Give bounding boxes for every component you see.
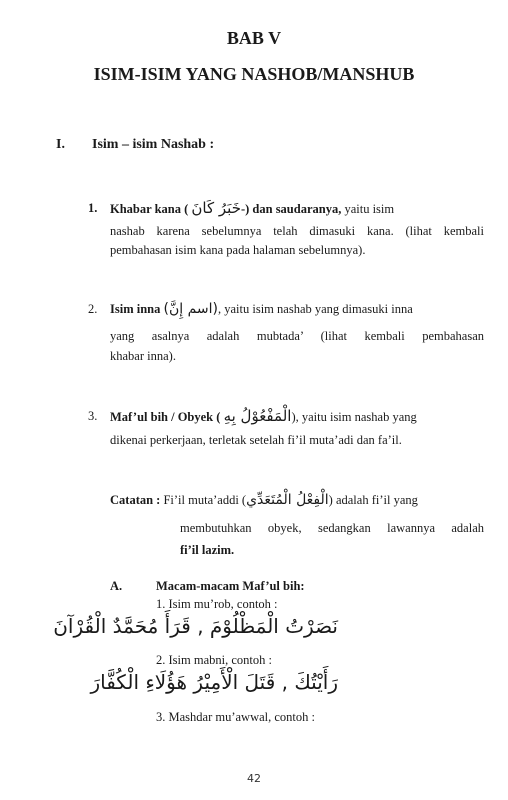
item3-term: Maf’ul bih / Obyek ( [110, 410, 221, 424]
item2-number: 2. [88, 302, 98, 316]
item3-line1 [110, 406, 484, 427]
chapter-label: BAB V [226, 28, 282, 48]
subsection-title: Macam-macam Maf’ul bih: [156, 579, 305, 593]
page-number: 42 [247, 772, 261, 785]
item2-term: Isim inna [110, 302, 161, 316]
item2-line2: yang asalnya adalah mubtada’ (lihat kembali pembahasan [110, 329, 484, 343]
catatan-before: Fi’il muta’addi ( [163, 493, 247, 507]
subsection-letter: A. [110, 579, 123, 593]
catatan-arabic: الْفِعْلُ الْمُتَعَدِّي [246, 492, 329, 508]
item3-arabic: الْمَفْعُوْلُ بِهِ [223, 407, 292, 425]
item1-number: 1. [88, 201, 98, 215]
item2-arabic: (اسم إِنَّ) [163, 301, 218, 317]
section-title: Isim – isim Nashab : [92, 137, 215, 152]
example-3-label: 3. Mashdar mu’awwal, contoh : [156, 710, 315, 724]
item2-line1 [110, 299, 484, 319]
item3-line2: dikenai perkerjaan, terletak setelah fi’il muta’adi dan fa’il. [110, 433, 402, 447]
chapter-title: ISIM-ISIM YANG NASHOB/MANSHUB [93, 64, 415, 84]
item1-line3: pembahasan isim kana pada halaman sebelumnya). [110, 243, 366, 257]
catatan-after: ) adalah fi’il yang [328, 493, 418, 507]
item1-line1 [110, 198, 484, 219]
catatan-line2: membutuhkan obyek, sedangkan lawannya adalah [180, 521, 484, 535]
example-2-label: 2. Isim mabni, contoh : [156, 653, 272, 667]
example-1-arabic: نَصَرْتُ الْمَظْلُوْمَ , قَرَأَ مُحَمَّدٌ الْقُرْآنَ [53, 614, 338, 638]
item2-after: , yaitu isim nashab yang dimasuki inna [218, 302, 413, 316]
item3-after: ), yaitu isim nashab yang [291, 410, 417, 424]
item1-mid: -) dan saudaranya, [240, 202, 342, 216]
item3-number: 3. [88, 409, 98, 423]
section-number: I. [56, 137, 65, 152]
item1-after: yaitu isim [344, 202, 395, 216]
example-1-label: 1. Isim mu’rob, contoh : [156, 597, 278, 611]
item1-arabic: خَبَرُ كَانَ [191, 199, 241, 217]
example-2-arabic: رَأَيْتُكَ , قَتَلَ الْأَمِيْرُ هَؤُلَاءِ الْكُفَّارَ [90, 670, 338, 694]
catatan-line3: fi’il lazim. [180, 543, 235, 557]
item1-term: Khabar kana ( [110, 202, 189, 216]
item2-line3: khabar inna). [110, 349, 176, 363]
catatan-label: Catatan : [110, 493, 161, 507]
catatan-line1 [110, 490, 484, 510]
item1-line2: nashab karena sebelumnya telah dimasuki kana. (lihat kembali [110, 224, 484, 238]
